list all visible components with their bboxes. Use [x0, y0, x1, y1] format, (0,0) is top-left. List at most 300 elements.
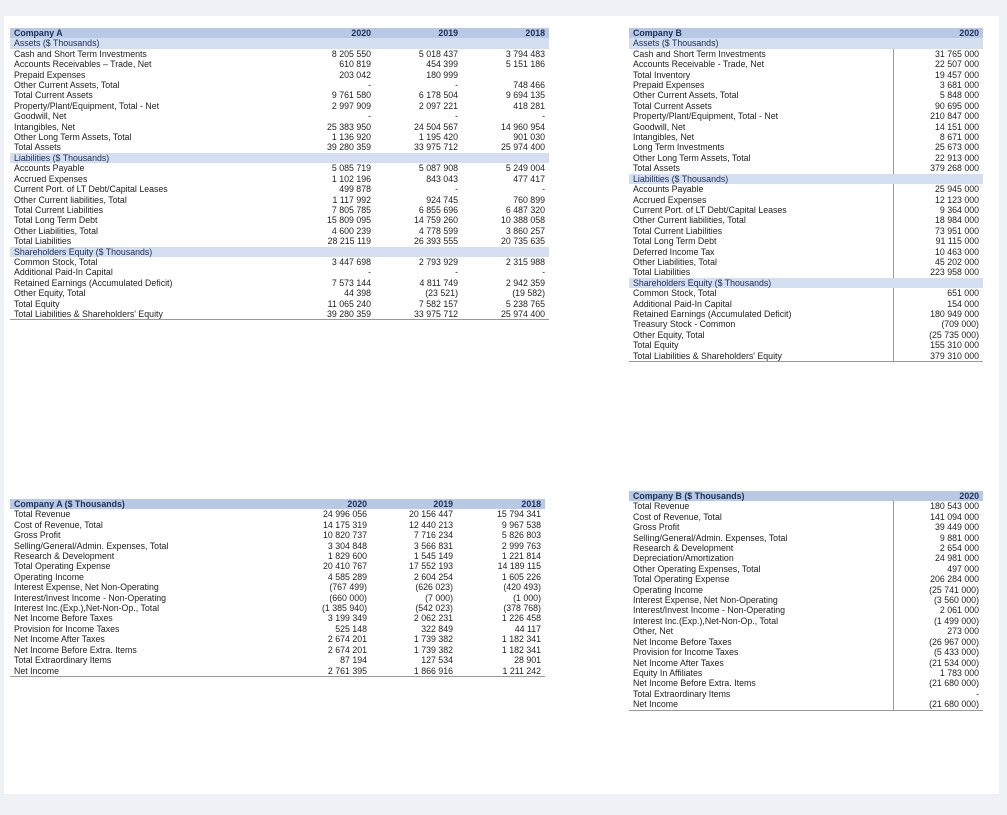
table-row [629, 678, 983, 688]
table-row [10, 593, 545, 603]
table-row [10, 70, 549, 80]
row-label: Net Income After Taxes [633, 657, 724, 668]
row-value: (5 433 000) [934, 647, 979, 658]
row-value: 843 043 [426, 173, 458, 184]
row-value: 180 543 000 [930, 501, 979, 512]
row-value: - [455, 80, 458, 91]
row-value: 22 913 000 [934, 152, 979, 163]
row-value: 24 981 000 [934, 553, 979, 564]
table-row [629, 574, 983, 584]
table-row [10, 624, 545, 634]
row-label: Retained Earnings (Accumulated Deficit) [633, 308, 792, 319]
row-value: 20 156 447 [408, 509, 453, 520]
row-value: 155 310 000 [930, 340, 979, 351]
row-value: - [368, 267, 371, 278]
row-value: 1 221 814 [501, 551, 541, 562]
table-row [629, 647, 983, 657]
row-label: Retained Earnings (Accumulated Deficit) [14, 277, 173, 288]
row-value: 39 449 000 [934, 522, 979, 533]
year-header: 2020 [277, 499, 371, 509]
row-label: Net Income Before Taxes [14, 613, 113, 624]
table-row [10, 299, 549, 309]
row-value: 3 681 000 [939, 80, 979, 91]
row-label: Property/Plant/Equipment, Total - Net [633, 111, 779, 122]
row-label: Total Liabilities [633, 267, 691, 278]
row-label: Accounts Receivables – Trade, Net [14, 59, 152, 70]
row-value: 141 094 000 [930, 511, 979, 522]
table-row [10, 215, 549, 225]
table-row [629, 59, 983, 69]
table-row [10, 101, 549, 111]
row-value: (21 680 000) [897, 699, 983, 710]
row-value: 2 315 988 [505, 256, 545, 267]
row-label: Other Long Term Assets, Total [14, 132, 132, 143]
row-value: 1 102 196 [331, 173, 371, 184]
row-label: Total Extraordinary Items [633, 688, 731, 699]
row-value: - [542, 267, 545, 278]
table-row [629, 101, 983, 111]
row-label: Total Assets [14, 142, 61, 153]
table-row [629, 626, 983, 636]
table-row [10, 666, 545, 677]
row-value: 22 507 000 [934, 59, 979, 70]
year-header: 2019 [371, 499, 457, 509]
row-value: 6 487 320 [505, 204, 545, 215]
table-title: Company B ($ Thousands) [629, 491, 893, 501]
year-header: 2018 [462, 28, 549, 38]
table-row [629, 658, 983, 668]
table-row [10, 288, 549, 298]
row-label: Common Stock, Total [633, 288, 717, 299]
row-value: 9 881 000 [939, 532, 979, 543]
section-label: Liabilities ($ Thousands) [629, 174, 983, 184]
row-label: Cost of Revenue, Total [633, 511, 722, 522]
table-row [629, 49, 983, 59]
row-label: Interest/Invest Income - Non-Operating [633, 605, 786, 616]
row-value: 3 566 831 [413, 540, 453, 551]
row-value: 1 182 341 [501, 644, 541, 655]
section-label: Liabilities ($ Thousands) [10, 153, 549, 163]
table-row [10, 122, 549, 132]
row-value: 25 673 000 [934, 142, 979, 153]
row-value: 9 967 538 [501, 519, 541, 530]
table-row [10, 634, 545, 644]
row-value: 8 205 550 [331, 48, 371, 59]
row-label: Prepaid Expenses [633, 80, 705, 91]
row-label: Equity In Affiliates [633, 667, 703, 678]
row-label: Current Port. of LT Debt/Capital Leases [633, 204, 787, 215]
section-label: Shareholders Equity ($ Thousands) [629, 278, 983, 288]
row-label: Net Income [10, 666, 277, 677]
row-value: 5 238 765 [505, 298, 545, 309]
row-label: Total Current Assets [633, 100, 712, 111]
table-row [629, 616, 983, 626]
row-label: Property/Plant/Equipment, Total - Net [14, 100, 160, 111]
row-value: 7 716 234 [413, 530, 453, 541]
row-value: 11 065 240 [327, 298, 371, 309]
row-value: 44 117 [514, 623, 541, 634]
table-row [10, 561, 545, 571]
table-row [629, 153, 983, 163]
table-row [629, 564, 983, 574]
row-label: Net Income Before Extra. Items [14, 644, 137, 655]
table-title: Company B [629, 28, 893, 38]
row-value: 206 284 000 [930, 574, 979, 585]
row-label: Total Extraordinary Items [14, 655, 112, 666]
table-row [10, 257, 549, 267]
table-row [10, 195, 549, 205]
row-label: Total Liabilities & Shareholders' Equity [629, 351, 893, 362]
row-value: 7 582 157 [418, 298, 458, 309]
row-label: Total Equity [14, 298, 60, 309]
row-value: 924 745 [426, 194, 458, 205]
row-value: 379 268 000 [930, 163, 979, 174]
row-label: Cost of Revenue, Total [14, 519, 103, 530]
row-value: 1 783 000 [939, 667, 979, 678]
row-value: 1 226 458 [501, 613, 541, 624]
row-value: 26 393 555 [413, 236, 458, 247]
table-row [10, 80, 549, 90]
row-value: 6 178 504 [418, 90, 458, 101]
table-row [629, 299, 983, 309]
section-label: Assets ($ Thousands) [10, 38, 549, 48]
table-row [629, 257, 983, 267]
table-row [10, 509, 545, 519]
table-row [629, 226, 983, 236]
row-value: 454 399 [426, 59, 458, 70]
row-value: 73 951 000 [934, 225, 979, 236]
row-label: Depreciation/Amortization [633, 553, 734, 564]
row-label: Provision for Income Taxes [14, 623, 120, 634]
row-value: 20 410 767 [322, 561, 367, 572]
table-row [629, 543, 983, 553]
table-row [629, 70, 983, 80]
table-row [629, 522, 983, 532]
year-header: 2020 [897, 491, 983, 501]
company-a-balance-sheet-table [10, 28, 549, 320]
row-value: 24 504 567 [413, 121, 458, 132]
row-label: Selling/General/Admin. Expenses, Total [633, 532, 788, 543]
table-row [629, 309, 983, 319]
table-row [629, 142, 983, 152]
row-label: Total Operating Expense [633, 574, 730, 585]
section-label: Assets ($ Thousands) [629, 38, 983, 48]
row-value: 5 018 437 [418, 48, 458, 59]
table-row [629, 605, 983, 615]
row-value: 379 310 000 [897, 351, 983, 362]
table-header-row [10, 499, 545, 509]
row-value: 2 604 254 [413, 571, 453, 582]
section-header-row [10, 247, 549, 257]
row-value: 14 960 954 [500, 121, 545, 132]
table-row [10, 530, 545, 540]
table-row [629, 205, 983, 215]
row-value: 17 552 193 [408, 561, 453, 572]
row-value: 760 899 [513, 194, 545, 205]
table-row [10, 111, 549, 121]
row-value: 210 847 000 [930, 111, 979, 122]
row-label: Total Revenue [633, 501, 690, 512]
row-label: Research & Development [633, 543, 734, 554]
row-label: Research & Development [14, 551, 115, 562]
row-value: 24 996 056 [322, 509, 367, 520]
row-value: 15 809 095 [326, 215, 371, 226]
row-label: Net Income After Taxes [14, 634, 105, 645]
section-header-row [629, 278, 983, 288]
row-value: 3 447 698 [331, 256, 371, 267]
table-row [629, 236, 983, 246]
row-value: 5 085 719 [331, 163, 371, 174]
row-value: 4 778 599 [418, 225, 458, 236]
table-row [10, 184, 549, 194]
row-label: Other, Net [633, 626, 674, 637]
table-header-row [10, 28, 549, 38]
row-label: Total Revenue [14, 509, 71, 520]
row-label: Interest Inc.(Exp.),Net-Non-Op., Total [633, 615, 779, 626]
row-value: 19 457 000 [934, 69, 979, 80]
row-value: 180 949 000 [930, 308, 979, 319]
row-label: Total Liabilities [14, 236, 72, 247]
row-label: Common Stock, Total [14, 256, 98, 267]
row-value: (26 967 000) [929, 636, 979, 647]
row-value: - [368, 80, 371, 91]
row-value: (767 499) [329, 582, 367, 593]
row-value: 5 249 004 [505, 163, 545, 174]
row-value: (542 023) [415, 603, 453, 614]
table-row [629, 351, 983, 362]
row-value: 8 671 000 [939, 132, 979, 143]
row-value: 322 849 [421, 623, 453, 634]
table-row [10, 267, 549, 277]
row-label: Accrued Expenses [14, 173, 88, 184]
table-row [629, 689, 983, 699]
table-title: Company A [10, 28, 280, 38]
row-value: 15 794 341 [496, 509, 541, 520]
row-label: Intangibles, Net [633, 132, 695, 143]
table-row [10, 582, 545, 592]
row-value: 28 901 [514, 655, 541, 666]
row-value: 5 087 908 [418, 163, 458, 174]
row-value: 91 115 000 [935, 236, 979, 247]
row-label: Other Current liabilities, Total [14, 194, 127, 205]
table-row [629, 533, 983, 543]
row-value: 1 117 992 [332, 194, 371, 205]
row-label: Total Assets [633, 163, 680, 174]
row-label: Total Long Term Debt [14, 215, 98, 226]
row-value: 10 463 000 [934, 246, 979, 257]
row-value: (7 000) [425, 592, 453, 603]
row-value: 10 388 058 [500, 215, 545, 226]
row-value: 25 945 000 [934, 184, 979, 195]
row-value: 2 997 909 [331, 100, 371, 111]
row-label: Other Equity, Total [14, 288, 86, 299]
row-label: Current Port. of LT Debt/Capital Leases [14, 184, 168, 195]
table-row [10, 655, 545, 665]
row-value: 5 848 000 [939, 90, 979, 101]
table-row [10, 572, 545, 582]
row-label: Additional Paid-In Capital [14, 267, 113, 278]
row-value: 39 280 359 [326, 142, 371, 153]
row-label: Goodwill, Net [14, 111, 67, 122]
table-row [629, 668, 983, 678]
row-value: (1 385 940) [322, 603, 367, 614]
row-label: Other Liabilities, Total [633, 256, 717, 267]
row-value: 748 466 [513, 80, 545, 91]
row-value: (660 000) [329, 592, 367, 603]
row-value: 9 694 135 [505, 90, 545, 101]
row-label: Total Inventory [633, 69, 691, 80]
row-value: 18 984 000 [934, 215, 979, 226]
table-row [629, 319, 983, 329]
table-row [629, 699, 983, 710]
company-b-balance-sheet-table [629, 28, 983, 362]
row-label: Gross Profit [14, 530, 61, 541]
table-header-row [629, 28, 983, 38]
row-value: 1 182 341 [501, 634, 541, 645]
row-value: 3 794 483 [505, 48, 545, 59]
table-row [629, 501, 983, 511]
row-value: 2 097 221 [418, 100, 458, 111]
row-value: 2 793 929 [418, 256, 458, 267]
row-value: 901 030 [513, 132, 545, 143]
table-row [629, 122, 983, 132]
table-row [10, 613, 545, 623]
row-value: 203 042 [339, 69, 371, 80]
table-row [10, 59, 549, 69]
row-value: - [542, 111, 545, 122]
row-value: 33 975 712 [413, 142, 458, 153]
row-value: (21 680 000) [929, 678, 979, 689]
row-label: Goodwill, Net [633, 121, 686, 132]
row-value: 2 061 000 [939, 605, 979, 616]
row-value: 4 811 749 [419, 277, 458, 288]
year-header: 2019 [375, 28, 462, 38]
row-value: 2 761 395 [277, 666, 371, 677]
row-value: - [542, 184, 545, 195]
row-value: (21 534 000) [929, 657, 979, 668]
row-label: Other Equity, Total [633, 329, 705, 340]
row-label: Selling/General/Admin. Expenses, Total [14, 540, 169, 551]
table-row [10, 132, 549, 142]
row-value: (19 582) [512, 288, 545, 299]
row-value: 1 136 920 [331, 132, 371, 143]
row-value: 3 199 349 [327, 613, 367, 624]
row-label: Other Long Term Assets, Total [633, 152, 751, 163]
row-label: Gross Profit [633, 522, 680, 533]
row-label: Other Liabilities, Total [14, 225, 98, 236]
row-label: Net Income Before Taxes [633, 636, 732, 647]
section-label: Shareholders Equity ($ Thousands) [10, 247, 549, 257]
row-label: Total Current Liabilities [14, 204, 103, 215]
table-row [629, 512, 983, 522]
row-label: Interest Expense, Net Non-Operating [633, 595, 778, 606]
row-value: 33 975 712 [375, 309, 462, 320]
table-row [629, 247, 983, 257]
row-value: (1 000) [513, 592, 541, 603]
row-value: 4 600 239 [331, 225, 371, 236]
row-label: Other Operating Expenses, Total [633, 563, 761, 574]
row-value: - [976, 688, 979, 699]
row-value: 20 735 635 [500, 236, 545, 247]
row-value: 28 215 119 [327, 236, 371, 247]
row-value: 87 194 [340, 655, 367, 666]
row-value: 9 364 000 [939, 204, 979, 215]
row-value: 418 281 [513, 100, 545, 111]
table-row [629, 340, 983, 350]
row-value: 39 280 359 [280, 309, 375, 320]
row-value: 2 062 231 [413, 613, 453, 624]
row-label: Accrued Expenses [633, 194, 707, 205]
row-label: Operating Income [633, 584, 703, 595]
row-value: 14 759 260 [413, 215, 458, 226]
row-value: 14 151 000 [934, 121, 979, 132]
table-row [10, 90, 549, 100]
table-row [629, 215, 983, 225]
table-row [10, 551, 545, 561]
row-value: 90 695 000 [934, 100, 979, 111]
row-value: 31 765 000 [934, 48, 979, 59]
row-value: 44 398 [344, 288, 371, 299]
row-label: Net Income Before Extra. Items [633, 678, 756, 689]
row-label: Total Equity [633, 340, 679, 351]
row-label: Operating Income [14, 571, 84, 582]
table-row [10, 236, 549, 246]
row-value: 180 999 [426, 69, 458, 80]
table-row [10, 49, 549, 59]
row-value: - [455, 111, 458, 122]
row-value: 223 958 000 [930, 267, 979, 278]
table-row [629, 90, 983, 100]
table-row [629, 267, 983, 277]
row-value: 273 000 [947, 626, 979, 637]
row-label: Total Current Assets [14, 90, 93, 101]
row-value: (420 493) [503, 582, 541, 593]
row-label: Treasury Stock - Common [633, 319, 736, 330]
row-label: Deferred Income Tax [633, 246, 715, 257]
row-value [462, 70, 549, 80]
row-value: (25 741 000) [929, 584, 979, 595]
row-label: Accounts Payable [14, 163, 85, 174]
row-value: 7 573 144 [331, 277, 371, 288]
year-header: 2018 [457, 499, 545, 509]
row-label: Cash and Short Term Investments [633, 48, 766, 59]
table-row [10, 541, 545, 551]
row-value: (378 768) [503, 603, 541, 614]
year-header: 2020 [280, 28, 375, 38]
table-title: Company A ($ Thousands) [10, 499, 277, 509]
row-value: (3 560 000) [934, 595, 979, 606]
row-label: Other Current Assets, Total [14, 80, 120, 91]
row-label: Total Long Term Debt [633, 236, 717, 247]
row-value: 1 829 600 [327, 551, 367, 562]
row-value: 9 761 580 [331, 90, 371, 101]
row-value: 45 202 000 [934, 256, 979, 267]
row-value: - [368, 111, 371, 122]
row-label: Net Income [629, 699, 893, 710]
table-header-row [629, 491, 983, 501]
row-value: 6 855 696 [418, 204, 458, 215]
year-header: 2020 [897, 28, 983, 38]
row-value: (25 735 000) [929, 329, 979, 340]
table-row [10, 205, 549, 215]
row-value: 7 805 785 [331, 204, 371, 215]
row-value: 2 654 000 [939, 543, 979, 554]
row-value: (1 499 000) [934, 615, 979, 626]
row-value: 3 304 848 [327, 540, 367, 551]
row-value: 14 175 319 [322, 519, 367, 530]
row-value: 1 605 226 [501, 571, 541, 582]
row-label: Total Current Liabilities [633, 225, 722, 236]
